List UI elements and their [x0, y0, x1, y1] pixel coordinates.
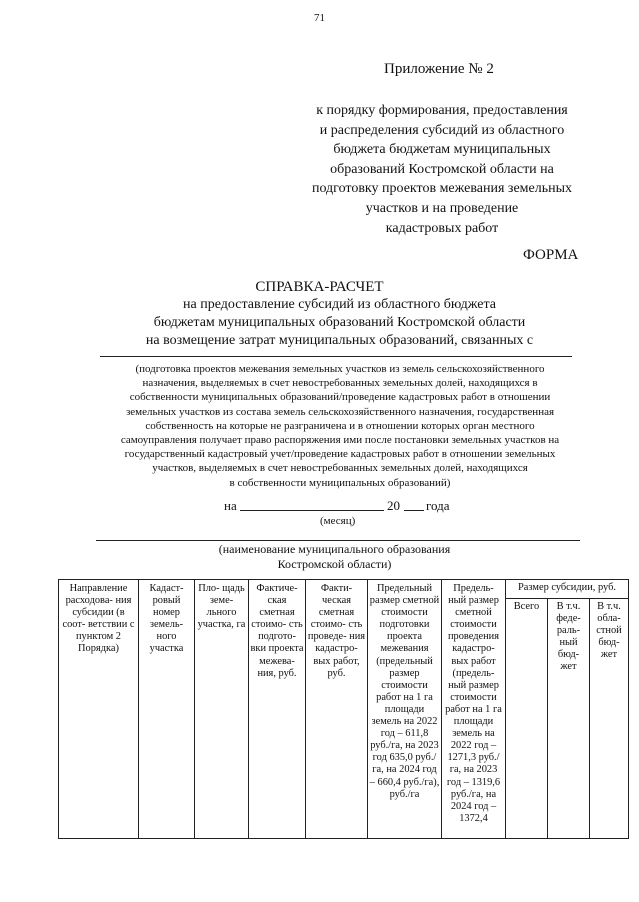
explanation-line: собственности муниципальных образований/проведение кадастровых работ в отношении: [129, 391, 551, 404]
document-subtitle-line: на предоставление субсидий из областного бюджета: [183, 297, 496, 312]
explanation-line: в собственности муниципальных образований): [229, 476, 451, 489]
header-subsidy-direction: Направление расходова- ния субсидии (в соот- ветствии с пунктом 2 Порядка): [59, 580, 139, 839]
header-subsidy-amount: Размер субсидии, руб.: [506, 580, 629, 599]
explanation-line: назначения, выделяемых в счет невостребованных земельных долей, находящихся в: [142, 377, 538, 390]
header-actual-cost-survey-project: Фактиче- ская сметная стоимо- сть подгото- вки проекта межева- ния, руб.: [249, 580, 306, 839]
header-subsidy-regional: В т.ч. обла- стной бюд- жет: [590, 599, 629, 839]
document-subtitle-line: на возмещение затрат муниципальных образований, связанных с: [145, 333, 534, 348]
header-cadastral-number: Кадаст- ровый номер земель- ного участка: [139, 580, 195, 839]
explanation-line: (подготовка проектов межевания земельных участков из земель сельскохозяйственного: [135, 363, 545, 375]
appendix-title: Приложение № 2: [384, 61, 494, 77]
period-year-prefix: 20: [387, 498, 400, 513]
appendix-reference: [292, 101, 592, 238]
header-subsidy-federal: В т.ч. феде- раль- ный бюд- жет: [548, 599, 590, 839]
purpose-explanation: [90, 362, 590, 490]
explanation-line: участков, выделяемых в счет невостребованных земельных долей, находящихся: [152, 462, 528, 475]
month-blank: [240, 498, 384, 511]
explanation-line: земельных участков из состава земель сельскохозяйственного назначения, государственная: [125, 405, 555, 418]
municipality-label-line: (наименование муниципального образования: [218, 542, 451, 556]
appendix-reference-line: подготовку проектов межевания земельных: [311, 181, 573, 197]
appendix-reference-line: образований Костромской области на: [330, 161, 554, 177]
appendix-reference-line: участков и на проведение: [365, 200, 519, 216]
explanation-line: самоуправления получает право распоряжения ими после постановки земельных участков на: [120, 434, 560, 447]
month-label: (месяц): [320, 515, 356, 527]
header-subsidy-total: Всего: [506, 599, 548, 839]
document-subtitle-line: бюджетам муниципальных образований Костромской области: [153, 315, 526, 330]
header-land-area: Пло- щадь земе- льного участка, га: [195, 580, 249, 839]
appendix-reference-line: и распределения субсидий из областного: [319, 122, 565, 138]
page-number: 71: [314, 12, 325, 24]
header-max-cost-cadastral-works: Предель- ный размер сметной стоимости проведения кадастро- вых работ (предель- ный размер стоимости работ на 1 га площади земель на 2022 год – 1271,3 руб./га, на 2023 год – 1319,6 руб./га, на 2024 год – 1372,4: [442, 580, 506, 839]
header-actual-cost-cadastral-works: Факти- ческая сметная стоимо- сть проведе- ния кадастро- вых работ, руб.: [306, 580, 368, 839]
explanation-line: государственный кадастровый учет/проведение кадастровых работ в отношении земельных: [124, 448, 556, 461]
document-subtitle: [20, 296, 639, 350]
explanation-line: собственность на которые не разграничена и в отношении которых орган местного: [145, 419, 535, 432]
year-blank: [404, 498, 424, 511]
municipality-label: [0, 542, 639, 572]
municipality-label-line: Костромской области): [277, 557, 392, 571]
appendix-reference-line: к порядку формирования, предоставления: [316, 103, 568, 118]
purpose-fill-line: [100, 356, 572, 357]
header-max-cost-survey-project: Предельный размер сметной стоимости подготовки проекта межевания (предельный размер стоимости работ на 1 га площади земель на 2022 год – 611,8 руб./га, на 2023 год 635,0 руб./га, на 2024 год – 660,4 руб./га), руб./га: [368, 580, 442, 839]
appendix-reference-line: бюджета бюджетам муниципальных: [333, 142, 551, 158]
appendix-reference-line: кадастровых работ: [385, 220, 499, 236]
municipality-fill-line: [96, 540, 580, 541]
form-label: ФОРМА: [523, 247, 579, 263]
period-prefix: на: [224, 498, 237, 513]
document-title: СПРАВКА-РАСЧЕТ: [255, 279, 384, 295]
subsidy-calculation-table: [58, 579, 629, 839]
period-suffix: года: [426, 498, 450, 513]
